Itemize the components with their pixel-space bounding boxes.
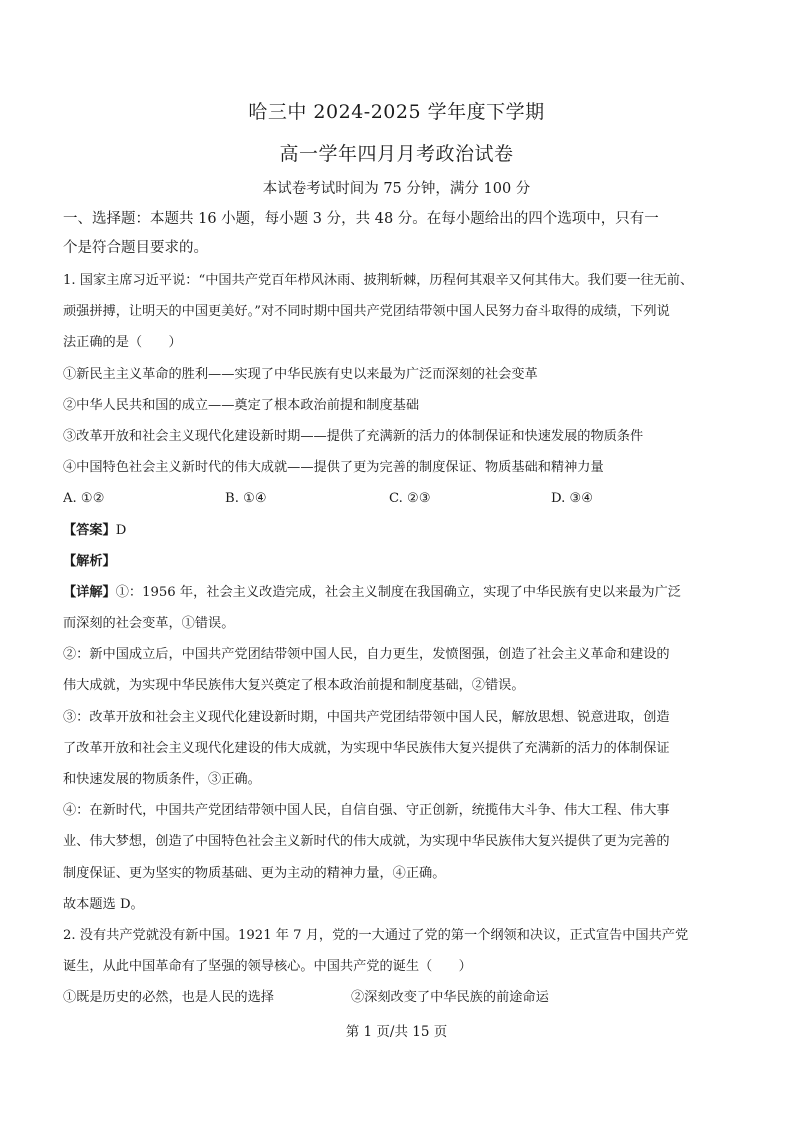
exam-title-line1: 哈三中 2024-2025 学年度下学期 bbox=[248, 101, 545, 123]
q2-item2: ②深刻改变了中华民族的前途命运 bbox=[351, 990, 549, 1006]
q1-item4: ④中国特色社会主义新时代的伟大成就——提供了更为完善的制度保证、物质基础和精神力量 bbox=[63, 460, 604, 476]
q1-conclusion: 故本题选 D。 bbox=[63, 896, 144, 912]
exam-subtitle: 本试卷考试时间为 75 分钟，满分 100 分 bbox=[262, 181, 531, 197]
q1-option-b: B. ①④ bbox=[225, 491, 267, 507]
q1-detail2-line1: ②：新中国成立后，中国共产党团结带领中国人民，自力更生，发愤图强，创造了社会主义革命和建设的 bbox=[63, 647, 670, 663]
q1-options bbox=[63, 483, 735, 514]
detail1-line1-text: ①：1956 年，社会主义改造完成，社会主义制度在我国确立，实现了中华民族有史以来最为广泛 bbox=[115, 584, 681, 600]
section-instructions bbox=[63, 205, 735, 263]
q1-detail3-line1: ③：改革开放和社会主义现代化建设新时期，中国共产党团结带领中国人民，解放思想、锐意进取，创造 bbox=[63, 709, 670, 725]
page-number: 第 1 页/共 15 页 bbox=[345, 1024, 448, 1040]
q1-analysis bbox=[63, 546, 735, 577]
analysis-tag: 【解析】 bbox=[63, 553, 116, 569]
answer-value: D bbox=[115, 522, 127, 538]
instruction-line2: 个是符合题目要求的。 bbox=[63, 240, 208, 256]
q1-detail4-line2: 业、伟大梦想，创造了中国特色社会主义新时代的伟大成就，为实现中华民族伟大复兴提供了更为完善的 bbox=[63, 834, 670, 850]
detail-tag: 【详解】 bbox=[63, 584, 116, 600]
q1-stem-line3: 法正确的是（ ） bbox=[63, 335, 182, 351]
q1-item1: ①新民主主义革命的胜利——实现了中华民族有史以来最为广泛而深刻的社会变革 bbox=[63, 366, 538, 382]
q2-stem-line1: 2. 没有共产党就没有新中国。1921 年 7 月，党的一大通过了党的第一个纲领和决议，正式宣告中国共产党 bbox=[63, 927, 689, 943]
q1-detail4-line1: ④：在新时代，中国共产党团结带领中国人民，自信自强、守正创新，统揽伟大斗争、伟大工程、伟大事 bbox=[63, 803, 670, 819]
q1-detail4-line3: 制度保证、更为坚实的物质基础、更为主动的精神力量，④正确。 bbox=[63, 865, 446, 881]
q1-detail3-line2: 了改革开放和社会主义现代化建设的伟大成就，为实现中华民族伟大复兴提供了充满新的活力的体制保证 bbox=[63, 740, 670, 756]
q2-items-row bbox=[63, 982, 735, 1013]
instruction-line1: 一、选择题：本题共 16 小题，每小题 3 分，共 48 分。在每小题给出的四个选项中，只有一 bbox=[63, 211, 659, 227]
q1-detail1-line1 bbox=[63, 577, 735, 608]
q1-detail3-line3: 和快速发展的物质条件，③正确。 bbox=[63, 772, 261, 787]
q1-stem-line1: 1. 国家主席习近平说：“中国共产党百年栉风沐雨、披荆斩棘，历程何其艰辛又何其伟大。我们要一往无前、 bbox=[63, 273, 694, 288]
answer-tag: 【答案】 bbox=[63, 522, 116, 538]
q2-item1: ①既是历史的必然，也是人民的选择 bbox=[63, 990, 274, 1006]
q1-item3: ③改革开放和社会主义现代化建设新时期——提供了充满新的活力的体制保证和快速发展的物质条件 bbox=[63, 428, 644, 444]
exam-title-line2: 高一学年四月月考政治试卷 bbox=[279, 143, 514, 165]
q1-item2: ②中华人民共和国的成立——奠定了根本政治前提和制度基础 bbox=[63, 397, 420, 413]
q2-stem-line2: 诞生，从此中国革命有了坚强的领导核心。中国共产党的诞生（ ） bbox=[63, 959, 472, 975]
q1-detail2-line2: 伟大成就，为实现中华民族伟大复兴奠定了根本政治前提和制度基础，②错误。 bbox=[63, 678, 525, 694]
question-content bbox=[63, 265, 735, 1014]
q1-option-c: C. ②③ bbox=[389, 491, 431, 507]
q1-detail1-line2: 而深刻的社会变革，①错误。 bbox=[63, 616, 235, 632]
q1-option-d: D. ③④ bbox=[551, 491, 594, 507]
q1-answer bbox=[63, 515, 735, 546]
q1-option-a: A. ①② bbox=[63, 491, 105, 507]
q1-stem-line2: 顽强拼搏，让明天的中国更美好。”对不同时期中国共产党团结带领中国人民努力奋斗取得的成绩，下列说 bbox=[63, 304, 670, 320]
